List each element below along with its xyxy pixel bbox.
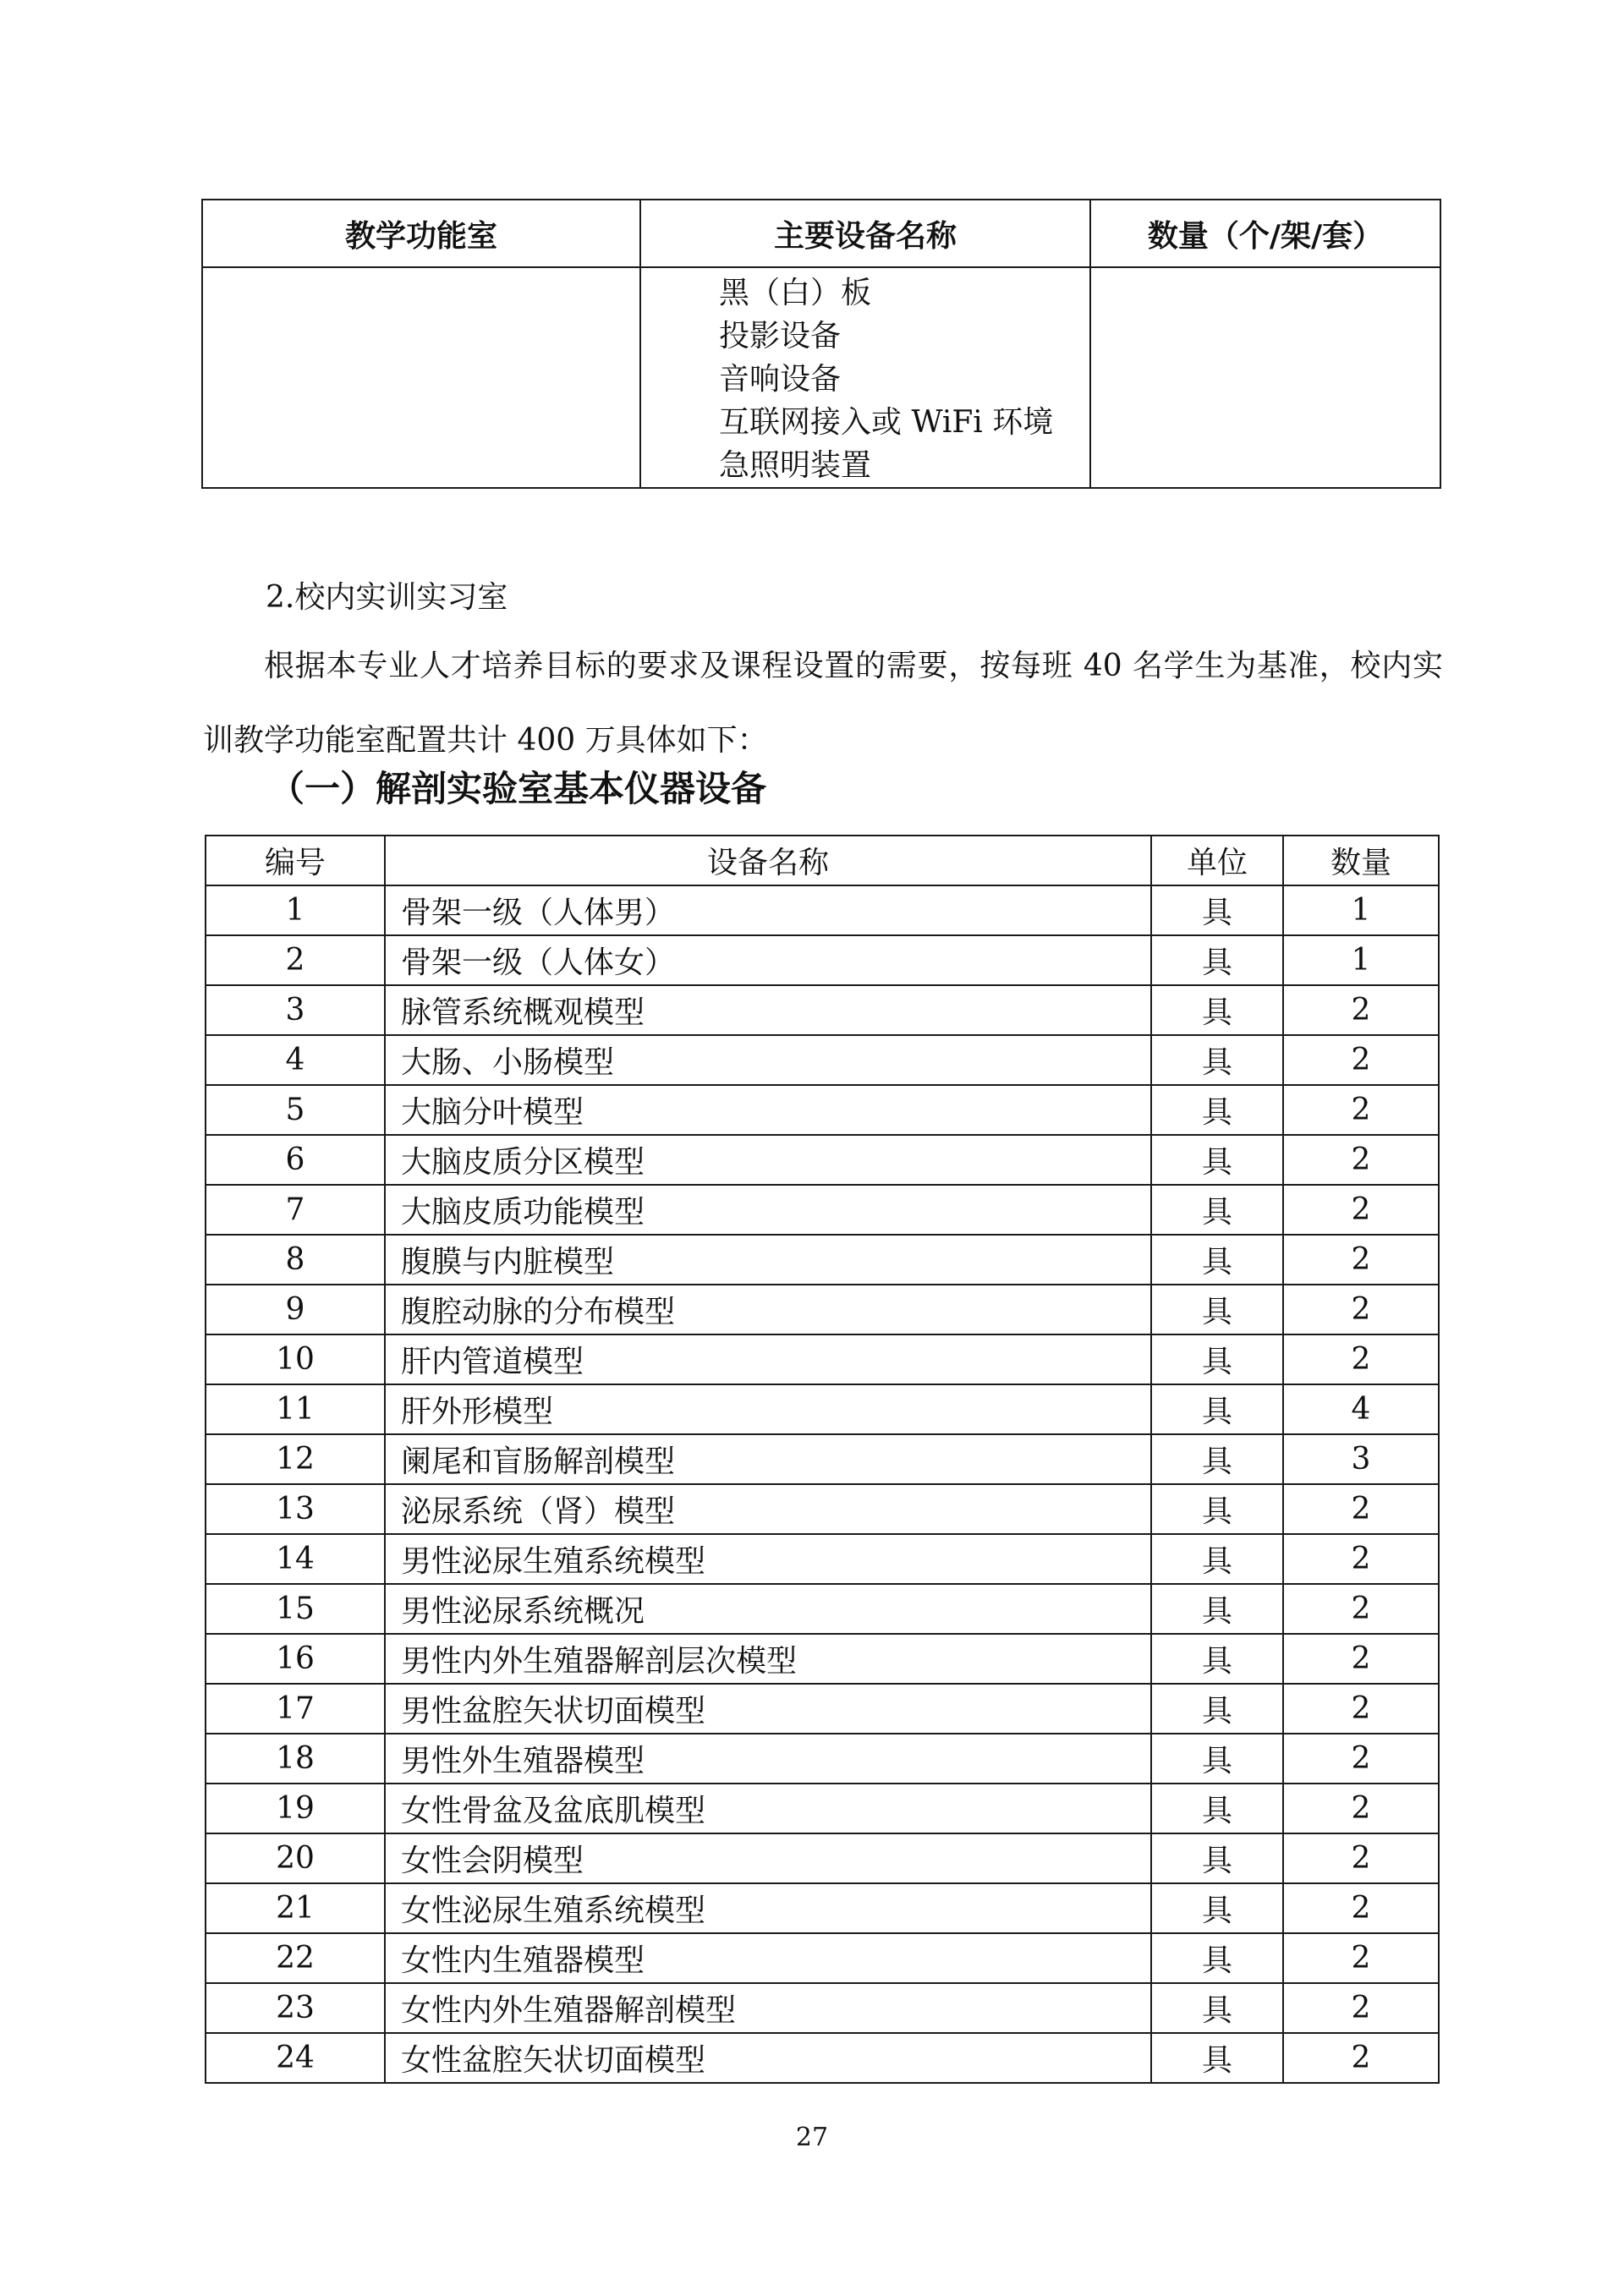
device-name-cell: 大肠、小肠模型: [385, 1035, 1151, 1085]
device-name-cell: 大脑皮质分区模型: [385, 1135, 1151, 1185]
row-number-cell: 21: [206, 1883, 385, 1933]
equipment-list: [641, 268, 1089, 487]
unit-cell: 具: [1151, 2033, 1283, 2083]
count-cell: 2: [1283, 985, 1439, 1035]
table-row: [206, 1883, 1439, 1933]
table-row: [206, 1235, 1439, 1285]
device-name-cell: 男性泌尿系统概况: [385, 1584, 1151, 1634]
table-row: [206, 1833, 1439, 1883]
device-name-cell: 女性会阴模型: [385, 1833, 1151, 1883]
unit-cell: 具: [1151, 885, 1283, 935]
table-row: [206, 1634, 1439, 1684]
unit-cell: 具: [1151, 1833, 1283, 1883]
count-cell: 2: [1283, 1235, 1439, 1285]
table-row: [206, 1334, 1439, 1384]
row-number-cell: 10: [206, 1334, 385, 1384]
table-row: [206, 1734, 1439, 1784]
device-name-cell: 阑尾和盲肠解剖模型: [385, 1434, 1151, 1484]
equipment-table-body: [206, 885, 1439, 2083]
row-number-cell: 5: [206, 1085, 385, 1135]
row-number-cell: 19: [206, 1784, 385, 1833]
count-cell: 2: [1283, 1135, 1439, 1185]
table-row: [206, 1185, 1439, 1235]
unit-cell: 具: [1151, 1185, 1283, 1235]
unit-cell: 具: [1151, 985, 1283, 1035]
header-count: 数量: [1283, 836, 1439, 885]
row-number-cell: 1: [206, 885, 385, 935]
unit-cell: 具: [1151, 1035, 1283, 1085]
table-row: [206, 1434, 1439, 1484]
function-room-table: [201, 199, 1441, 489]
function-room-cell: [202, 267, 640, 488]
count-cell: 4: [1283, 1384, 1439, 1434]
device-name-cell: 腹膜与内脏模型: [385, 1235, 1151, 1285]
row-number-cell: 9: [206, 1285, 385, 1334]
header-device-name: 设备名称: [385, 836, 1151, 885]
unit-cell: 具: [1151, 1734, 1283, 1784]
unit-cell: 具: [1151, 1983, 1283, 2033]
count-cell: 2: [1283, 1933, 1439, 1983]
table-row: [206, 885, 1439, 935]
count-cell: 2: [1283, 1784, 1439, 1833]
unit-cell: 具: [1151, 1933, 1283, 1983]
header-number: 编号: [206, 836, 385, 885]
device-name-cell: 骨架一级（人体女）: [385, 935, 1151, 985]
unit-cell: 具: [1151, 1135, 1283, 1185]
count-cell: 2: [1283, 1085, 1439, 1135]
table-row: [206, 1684, 1439, 1734]
table-row: [206, 1933, 1439, 1983]
page-number: 27: [795, 2123, 829, 2152]
count-cell: 2: [1283, 1334, 1439, 1384]
unit-cell: 具: [1151, 1584, 1283, 1634]
device-name-cell: 男性外生殖器模型: [385, 1734, 1151, 1784]
device-name-cell: 腹腔动脉的分布模型: [385, 1285, 1151, 1334]
device-name-cell: 脉管系统概观模型: [385, 985, 1151, 1035]
section-heading: 2.校内实训实习室: [266, 580, 508, 615]
device-name-cell: 骨架一级（人体男）: [385, 885, 1151, 935]
unit-cell: 具: [1151, 1484, 1283, 1534]
unit-cell: 具: [1151, 1883, 1283, 1933]
header-quantity: 数量（个/架/套）: [1090, 200, 1440, 267]
row-number-cell: 11: [206, 1384, 385, 1434]
list-item: 黑（白）板: [719, 276, 872, 310]
row-number-cell: 13: [206, 1484, 385, 1534]
count-cell: 2: [1283, 1983, 1439, 2033]
count-cell: 2: [1283, 1035, 1439, 1085]
device-name-cell: 肝外形模型: [385, 1384, 1151, 1434]
table-row: [206, 1784, 1439, 1833]
row-number-cell: 12: [206, 1434, 385, 1484]
list-item: 投影设备: [719, 319, 842, 353]
list-item: 音响设备: [719, 362, 842, 397]
unit-cell: 具: [1151, 1784, 1283, 1833]
table-row: [206, 2033, 1439, 2083]
device-name-cell: 大脑分叶模型: [385, 1085, 1151, 1135]
table-row: [206, 1534, 1439, 1584]
count-cell: 2: [1283, 1185, 1439, 1235]
table-row: [206, 1135, 1439, 1185]
device-name-cell: 女性内生殖器模型: [385, 1933, 1151, 1983]
count-cell: 2: [1283, 2033, 1439, 2083]
device-name-cell: 男性泌尿生殖系统模型: [385, 1534, 1151, 1584]
unit-cell: 具: [1151, 1334, 1283, 1384]
table-header-row: [202, 200, 1440, 267]
unit-cell: 具: [1151, 1085, 1283, 1135]
row-number-cell: 22: [206, 1933, 385, 1983]
equipment-list-cell: [640, 267, 1090, 488]
row-number-cell: 16: [206, 1634, 385, 1684]
row-number-cell: 18: [206, 1734, 385, 1784]
unit-cell: 具: [1151, 1684, 1283, 1734]
header-equipment-name: 主要设备名称: [640, 200, 1090, 267]
quantity-cell: [1090, 267, 1440, 488]
row-number-cell: 3: [206, 985, 385, 1035]
count-cell: 3: [1283, 1434, 1439, 1484]
device-name-cell: 男性盆腔矢状切面模型: [385, 1684, 1151, 1734]
unit-cell: 具: [1151, 1534, 1283, 1584]
count-cell: 2: [1283, 1833, 1439, 1883]
table-row: [206, 985, 1439, 1035]
row-number-cell: 24: [206, 2033, 385, 2083]
list-item: 急照明装置: [719, 448, 872, 483]
anatomy-equipment-table: [205, 835, 1440, 2084]
unit-cell: 具: [1151, 1634, 1283, 1684]
table-row: [206, 935, 1439, 985]
unit-cell: 具: [1151, 935, 1283, 985]
device-name-cell: 女性骨盆及盆底肌模型: [385, 1784, 1151, 1833]
table-title: （一）解剖实验室基本仪器设备: [269, 768, 767, 809]
row-number-cell: 23: [206, 1983, 385, 2033]
unit-cell: 具: [1151, 1434, 1283, 1484]
device-name-cell: 女性盆腔矢状切面模型: [385, 2033, 1151, 2083]
device-name-cell: 男性内外生殖器解剖层次模型: [385, 1634, 1151, 1684]
table-header-row: [206, 836, 1439, 885]
device-name-cell: 大脑皮质功能模型: [385, 1185, 1151, 1235]
row-number-cell: 15: [206, 1584, 385, 1634]
device-name-cell: 女性内外生殖器解剖模型: [385, 1983, 1151, 2033]
table-row: [206, 1085, 1439, 1135]
row-number-cell: 14: [206, 1534, 385, 1584]
table-row: [206, 1035, 1439, 1085]
unit-cell: 具: [1151, 1285, 1283, 1334]
count-cell: 1: [1283, 885, 1439, 935]
count-cell: 2: [1283, 1584, 1439, 1634]
header-function-room: 教学功能室: [202, 200, 640, 267]
row-number-cell: 20: [206, 1833, 385, 1883]
table-row: [206, 1584, 1439, 1634]
row-number-cell: 4: [206, 1035, 385, 1085]
count-cell: 2: [1283, 1634, 1439, 1684]
device-name-cell: 泌尿系统（肾）模型: [385, 1484, 1151, 1534]
header-unit: 单位: [1151, 836, 1283, 885]
table-row: [206, 1285, 1439, 1334]
body-paragraph: 根据本专业人才培养目标的要求及课程设置的需要，按每班 40 名学生为基准，校内实训教学功能室配置共计 400 万具体如下：: [203, 649, 1443, 758]
table-row: [206, 1384, 1439, 1434]
row-number-cell: 17: [206, 1684, 385, 1734]
count-cell: 2: [1283, 1285, 1439, 1334]
row-number-cell: 7: [206, 1185, 385, 1235]
count-cell: 2: [1283, 1734, 1439, 1784]
count-cell: 2: [1283, 1883, 1439, 1933]
count-cell: 2: [1283, 1684, 1439, 1734]
list-item: 互联网接入或 WiFi 环境: [719, 405, 1054, 440]
count-cell: 2: [1283, 1534, 1439, 1584]
table-row: [206, 1983, 1439, 2033]
unit-cell: 具: [1151, 1384, 1283, 1434]
table-row: [206, 1484, 1439, 1534]
count-cell: 2: [1283, 1484, 1439, 1534]
table-row: [202, 267, 1440, 488]
device-name-cell: 女性泌尿生殖系统模型: [385, 1883, 1151, 1933]
unit-cell: 具: [1151, 1235, 1283, 1285]
count-cell: 1: [1283, 935, 1439, 985]
row-number-cell: 8: [206, 1235, 385, 1285]
row-number-cell: 6: [206, 1135, 385, 1185]
device-name-cell: 肝内管道模型: [385, 1334, 1151, 1384]
row-number-cell: 2: [206, 935, 385, 985]
